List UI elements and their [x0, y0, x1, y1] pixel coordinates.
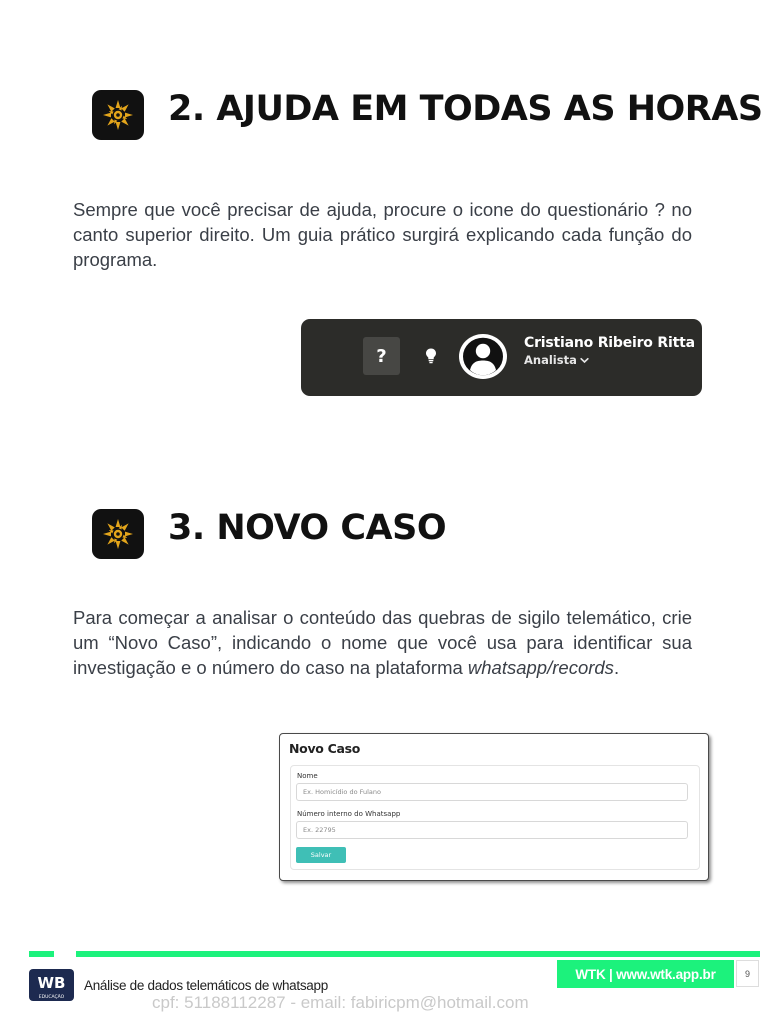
lightbulb-icon[interactable] — [424, 347, 438, 365]
wb-logo — [29, 969, 74, 1001]
avatar[interactable] — [458, 333, 508, 380]
footer-rule-left — [29, 951, 54, 957]
name-label: Nome — [297, 772, 318, 780]
form-title: Novo Caso — [289, 741, 361, 756]
paragraph-main: Para começar a analisar o conteúdo das quebras de sigilo telemático, crie um “Novo Caso”, indicando o nome que você usa para identificar sua investigação e o número do caso na plataforma — [73, 607, 692, 678]
number-label: Número interno do Whatsapp — [297, 810, 401, 818]
section-3-title: 3. NOVO CASO — [168, 508, 447, 548]
paragraph-italic: whatsapp/records — [467, 657, 614, 678]
user-role: Analista — [524, 353, 577, 367]
footer-rule-right — [76, 951, 760, 957]
user-role-dropdown[interactable] — [524, 353, 589, 367]
number-input[interactable] — [296, 821, 688, 839]
sun-icon — [102, 99, 134, 131]
footer-doc-title: Análise de dados telemáticos de whatsapp — [84, 978, 328, 993]
paragraph-end: . — [613, 657, 620, 678]
watermark: cpf: 51188112287 - email: fabiricpm@hotmail.com — [152, 993, 529, 1012]
question-button[interactable] — [363, 337, 400, 375]
name-input[interactable] — [296, 783, 688, 801]
section-2-icon — [92, 90, 144, 140]
avatar-icon — [458, 333, 508, 380]
section-2-paragraph: Sempre que você precisar de ajuda, procure o icone do questionário ? no canto superior direito. Um guia prático surgirá explicando cada função do programa. — [73, 199, 692, 270]
question-icon: ? — [376, 345, 387, 367]
logo-text: WB — [37, 974, 66, 992]
user-name: Cristiano Ribeiro Ritta — [524, 335, 695, 351]
save-button[interactable]: Salvar — [296, 847, 346, 863]
section-3-icon — [92, 509, 144, 559]
chevron-down-icon — [580, 357, 589, 364]
section-2-title: 2. AJUDA EM TODAS AS HORAS — [168, 89, 763, 129]
sun-icon — [102, 518, 134, 550]
footer-site-link[interactable]: WTK | www.wtk.app.br — [557, 960, 734, 988]
page-number: 9 — [736, 960, 759, 987]
section-3-paragraph — [73, 605, 692, 680]
logo-subtext: EDUCAÇÃO — [38, 995, 65, 1000]
